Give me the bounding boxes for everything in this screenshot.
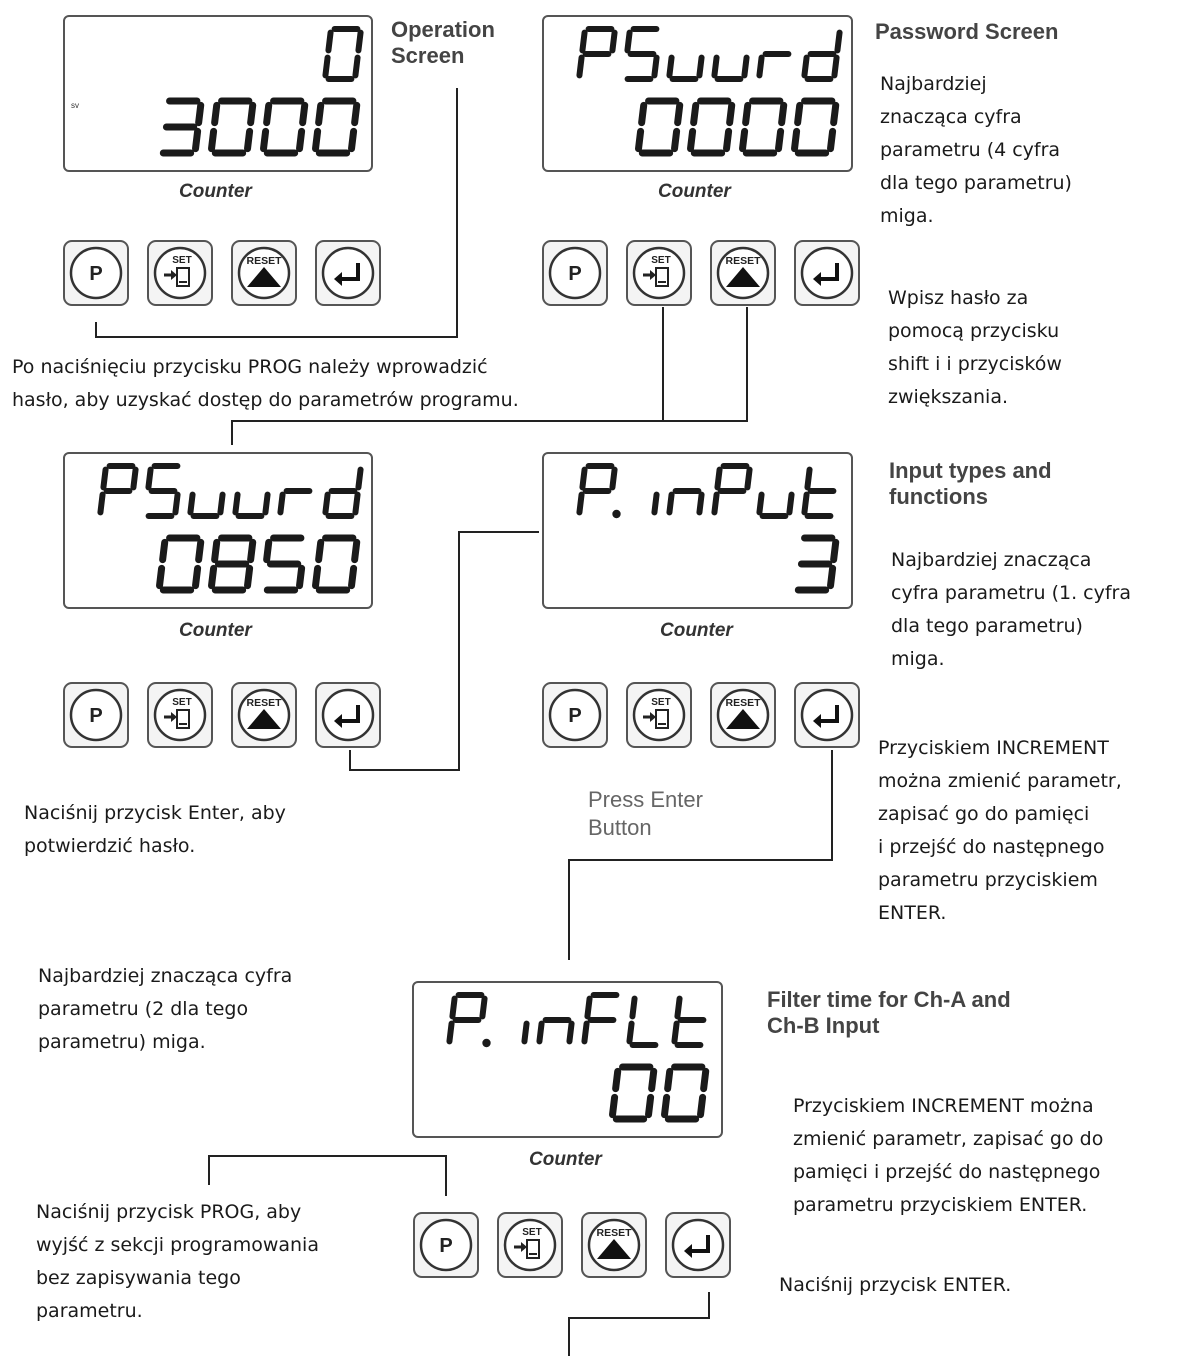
lcd-segment: [212, 568, 214, 585]
operation-set-button[interactable]: [147, 240, 213, 306]
input-display-line1: [579, 466, 833, 518]
password-reset-button[interactable]: [710, 240, 776, 306]
set-icon: [149, 242, 211, 304]
lcd-segment: [743, 131, 745, 148]
filter-display-line2: [613, 1067, 706, 1119]
lcd-segment: [524, 1024, 526, 1042]
lcd-segment: [355, 495, 357, 513]
password-entered-display: [63, 452, 373, 609]
lcd-segment: [352, 131, 354, 148]
lcd-segment: [727, 131, 729, 148]
svg-text:P: P: [568, 263, 582, 285]
filter-display-digits: [414, 983, 721, 1136]
lcd-segment: [452, 999, 454, 1017]
lcd-segment: [714, 495, 716, 513]
lcd-segment: [804, 495, 806, 513]
lcd-segment: [355, 542, 357, 559]
svg-text:SET: SET: [651, 697, 671, 708]
lcd-segment: [677, 999, 679, 1017]
lcd-segment: [303, 105, 305, 122]
lcd-segment: [627, 33, 629, 51]
lcd-segment: [267, 542, 269, 559]
svg-text:RESET: RESET: [596, 1227, 632, 1239]
input-buttons-description: Przyciskiem INCREMENT można zmienić parametr, zapisać go do pamięci i przejść do następnego parametru przyciskiem ENTER.: [878, 737, 1122, 924]
password-screen-heading: Password Screen: [875, 19, 1059, 44]
set-icon: [628, 684, 690, 746]
lcd-segment: [148, 470, 150, 488]
lcd-segment: [613, 1097, 615, 1114]
filter-screen-heading: Filter time for Ch-A and Ch-B Input: [767, 987, 1011, 1038]
operation-screen-heading: Operation Screen: [391, 17, 495, 68]
lcd-segment: [248, 568, 250, 585]
reset-icon: [712, 684, 774, 746]
lcd-segment: [316, 131, 318, 148]
filter-description-right: Przyciskiem INCREMENT można zmienić parametr, zapisać go do pamięci i przejść do następnego parametru przyciskiem ENTER.: [793, 1095, 1104, 1216]
operation-display-line2: [163, 101, 356, 153]
lcd-segment: [699, 58, 701, 76]
svg-text:SET: SET: [522, 1227, 542, 1238]
lcd-segment: [701, 1097, 703, 1114]
password-entered-display-digits: [65, 454, 371, 607]
lcd-segment: [199, 542, 201, 559]
operation-display-line1: [325, 29, 360, 79]
svg-text:RESET: RESET: [246, 697, 282, 709]
password_entered-reset-button[interactable]: [231, 682, 297, 748]
password-description: Najbardziej znacząca cyfra parametru (4 cyfra dla tego parametru) miga.: [880, 73, 1072, 227]
lcd-segment: [539, 1024, 541, 1042]
password-display-line1: [579, 29, 839, 79]
lcd-segment: [215, 542, 217, 559]
p-icon: [544, 684, 606, 746]
lcd-segment: [746, 105, 748, 122]
filter-description-left: Najbardziej znacząca cyfra parametru (2 dla tego parametru) miga.: [38, 965, 293, 1053]
lcd-segment: [316, 568, 318, 585]
operation-display-digits: [65, 17, 371, 170]
lcd-segment: [482, 999, 484, 1017]
lcd-segment: [103, 470, 105, 488]
input-screen-heading: Input types and functions: [889, 458, 1052, 509]
lcd-segment: [714, 58, 716, 76]
enter-icon: [796, 684, 858, 746]
svg-text:P: P: [89, 263, 103, 285]
lcd-segment: [759, 58, 761, 76]
line-prog-exit: [209, 1156, 446, 1196]
line-reset-to-join: [663, 307, 747, 421]
lcd-segment: [582, 470, 584, 488]
lcd-segment: [759, 495, 761, 513]
lcd-segment: [175, 495, 177, 513]
lcd-segment: [744, 58, 746, 76]
operation-display: [63, 15, 373, 172]
lcd-segment: [831, 568, 833, 585]
lcd-segment: [717, 470, 719, 488]
lcd-segment: [325, 58, 327, 76]
lcd-segment: [579, 495, 581, 513]
password-counter-label: Counter: [658, 181, 731, 202]
lcd-segment: [251, 542, 253, 559]
set-icon: [499, 1214, 561, 1276]
prog-exit-note: Naciśnij przycisk PROG, aby wyjść z sekcji programowania bez zapisywania tego parametru.: [36, 1201, 319, 1322]
lcd-segment: [831, 131, 833, 148]
lcd-segment: [779, 131, 781, 148]
enter-icon: [667, 1214, 729, 1276]
lcd-segment: [352, 568, 354, 585]
filter-reset-button[interactable]: [581, 1212, 647, 1278]
lcd-segment: [654, 58, 656, 76]
reset-icon: [712, 242, 774, 304]
lcd-segment: [300, 568, 302, 585]
input-p-button[interactable]: [542, 682, 608, 748]
input-counter-label: Counter: [660, 620, 733, 641]
lcd-segment: [449, 1024, 451, 1042]
reset-icon: [583, 1214, 645, 1276]
press-enter-button-note: Press Enter Button: [588, 787, 703, 840]
filter-display: [412, 981, 723, 1138]
password-p-button[interactable]: [542, 240, 608, 306]
password-set-button[interactable]: [626, 240, 692, 306]
lcd-segment: [319, 105, 321, 122]
lcd-segment: [265, 495, 267, 513]
operation-enter-button[interactable]: [315, 240, 381, 306]
lcd-segment: [280, 495, 282, 513]
lcd-segment: [678, 105, 680, 122]
sv-label: sv: [71, 101, 79, 110]
lcd-segment: [834, 58, 836, 76]
lcd-segment: [569, 1024, 571, 1042]
lcd-segment: [795, 131, 797, 148]
svg-text:P: P: [89, 705, 103, 727]
lcd-segment: [629, 1024, 631, 1042]
line-enter-next: [569, 1292, 709, 1356]
password_entered-enter-button[interactable]: [315, 682, 381, 748]
lcd-segment: [798, 105, 800, 122]
svg-text:RESET: RESET: [725, 255, 761, 267]
lcd-segment: [691, 131, 693, 148]
lcd-decimal-point: [612, 510, 620, 518]
lcd-segment: [837, 33, 839, 51]
lcd-segment: [358, 33, 360, 51]
lcd-segment: [587, 999, 589, 1017]
filter-enter-button[interactable]: [665, 1212, 731, 1278]
svg-text:SET: SET: [651, 255, 671, 266]
lcd-segment: [328, 33, 330, 51]
lcd-segment: [669, 495, 671, 513]
lcd-segment: [196, 568, 198, 585]
lcd-segment: [251, 105, 253, 122]
lcd-segment: [160, 568, 162, 585]
lcd-segment: [612, 470, 614, 488]
input-display-digits: [544, 454, 851, 607]
svg-text:RESET: RESET: [246, 255, 282, 267]
svg-text:SET: SET: [172, 697, 192, 708]
svg-text:P: P: [439, 1235, 453, 1257]
operation-reset-button[interactable]: [231, 240, 297, 306]
svg-text:RESET: RESET: [725, 697, 761, 709]
lcd-segment: [669, 58, 671, 76]
lcd-segment: [652, 1071, 654, 1088]
lcd-segment: [319, 542, 321, 559]
operation-p-button[interactable]: [63, 240, 129, 306]
lcd-segment: [834, 542, 836, 559]
enter-confirm-note: Naciśnij przycisk Enter, aby potwierdzić hasło.: [24, 802, 286, 857]
filter-display-line1: [449, 995, 703, 1047]
lcd-segment: [654, 495, 656, 513]
lcd-segment: [235, 495, 237, 513]
p-icon: [415, 1214, 477, 1276]
lcd-segment: [220, 495, 222, 513]
lcd-segment: [616, 1071, 618, 1088]
lcd-segment: [704, 1071, 706, 1088]
enter-icon: [317, 684, 379, 746]
lcd-segment: [730, 105, 732, 122]
password_entered-p-button[interactable]: [63, 682, 129, 748]
lcd-segment: [612, 33, 614, 51]
password-entered-display-line1: [100, 466, 360, 516]
reset-icon: [233, 242, 295, 304]
lcd-segment: [267, 105, 269, 122]
lcd-decimal-point: [482, 1039, 490, 1047]
password-entered-counter-label: Counter: [179, 620, 252, 641]
lcd-segment: [579, 58, 581, 76]
lcd-segment: [632, 999, 634, 1017]
lcd-segment: [212, 131, 214, 148]
set-icon: [149, 684, 211, 746]
lcd-segment: [675, 131, 677, 148]
lcd-segment: [834, 105, 836, 122]
p-icon: [544, 242, 606, 304]
input-set-button[interactable]: [626, 682, 692, 748]
password_entered-set-button[interactable]: [147, 682, 213, 748]
lcd-segment: [639, 131, 641, 148]
lcd-segment: [215, 105, 217, 122]
svg-text:P: P: [568, 705, 582, 727]
lcd-segment: [199, 105, 201, 122]
lcd-segment: [804, 58, 806, 76]
reset-icon: [233, 684, 295, 746]
enter-icon: [796, 242, 858, 304]
lcd-segment: [190, 495, 192, 513]
enter-press-note: Naciśnij przycisk ENTER.: [779, 1274, 1012, 1296]
lcd-segment: [196, 131, 198, 148]
filter-p-button[interactable]: [413, 1212, 479, 1278]
operation-counter-label: Counter: [179, 181, 252, 202]
set-icon: [628, 242, 690, 304]
input-reset-button[interactable]: [710, 682, 776, 748]
lcd-segment: [674, 1024, 676, 1042]
password-display-digits: [544, 17, 851, 170]
input-enter-button[interactable]: [794, 682, 860, 748]
lcd-segment: [789, 495, 791, 513]
lcd-segment: [358, 470, 360, 488]
lcd-segment: [584, 1024, 586, 1042]
lcd-segment: [807, 470, 809, 488]
lcd-segment: [782, 105, 784, 122]
input-display-line2: [798, 538, 835, 590]
lcd-segment: [163, 542, 165, 559]
lcd-segment: [133, 470, 135, 488]
password-buttons-description: Wpisz hasło za pomocą przycisku shift i i przycisków zwiększania.: [888, 287, 1062, 408]
lcd-segment: [665, 1097, 667, 1114]
lcd-segment: [649, 1097, 651, 1114]
lcd-segment: [699, 495, 701, 513]
p-icon: [65, 684, 127, 746]
lcd-segment: [642, 105, 644, 122]
lcd-segment: [694, 105, 696, 122]
lcd-segment: [264, 131, 266, 148]
svg-text:SET: SET: [172, 255, 192, 266]
lcd-segment: [325, 495, 327, 513]
p-icon: [65, 242, 127, 304]
input-display: [542, 452, 853, 609]
password-display: [542, 15, 853, 172]
password-display-line2: [639, 101, 836, 153]
line-enter-to-filter: [569, 750, 832, 960]
input-description: Najbardziej znacząca cyfra parametru (1. cyfra dla tego parametru) miga.: [891, 549, 1131, 670]
lcd-segment: [248, 131, 250, 148]
enter-icon: [317, 242, 379, 304]
password-enter-button[interactable]: [794, 240, 860, 306]
password-entered-display-line2: [160, 538, 357, 590]
filter-counter-label: Counter: [529, 1149, 602, 1170]
filter-set-button[interactable]: [497, 1212, 563, 1278]
prog-press-note: Po naciśnięciu przycisku PROG należy wprowadzić hasło, aby uzyskać dostęp do parametrów programu.: [12, 356, 519, 411]
lcd-segment: [747, 470, 749, 488]
lcd-segment: [100, 495, 102, 513]
lcd-segment: [668, 1071, 670, 1088]
lcd-segment: [355, 105, 357, 122]
lcd-segment: [582, 33, 584, 51]
lcd-segment: [355, 58, 357, 76]
lcd-segment: [300, 131, 302, 148]
